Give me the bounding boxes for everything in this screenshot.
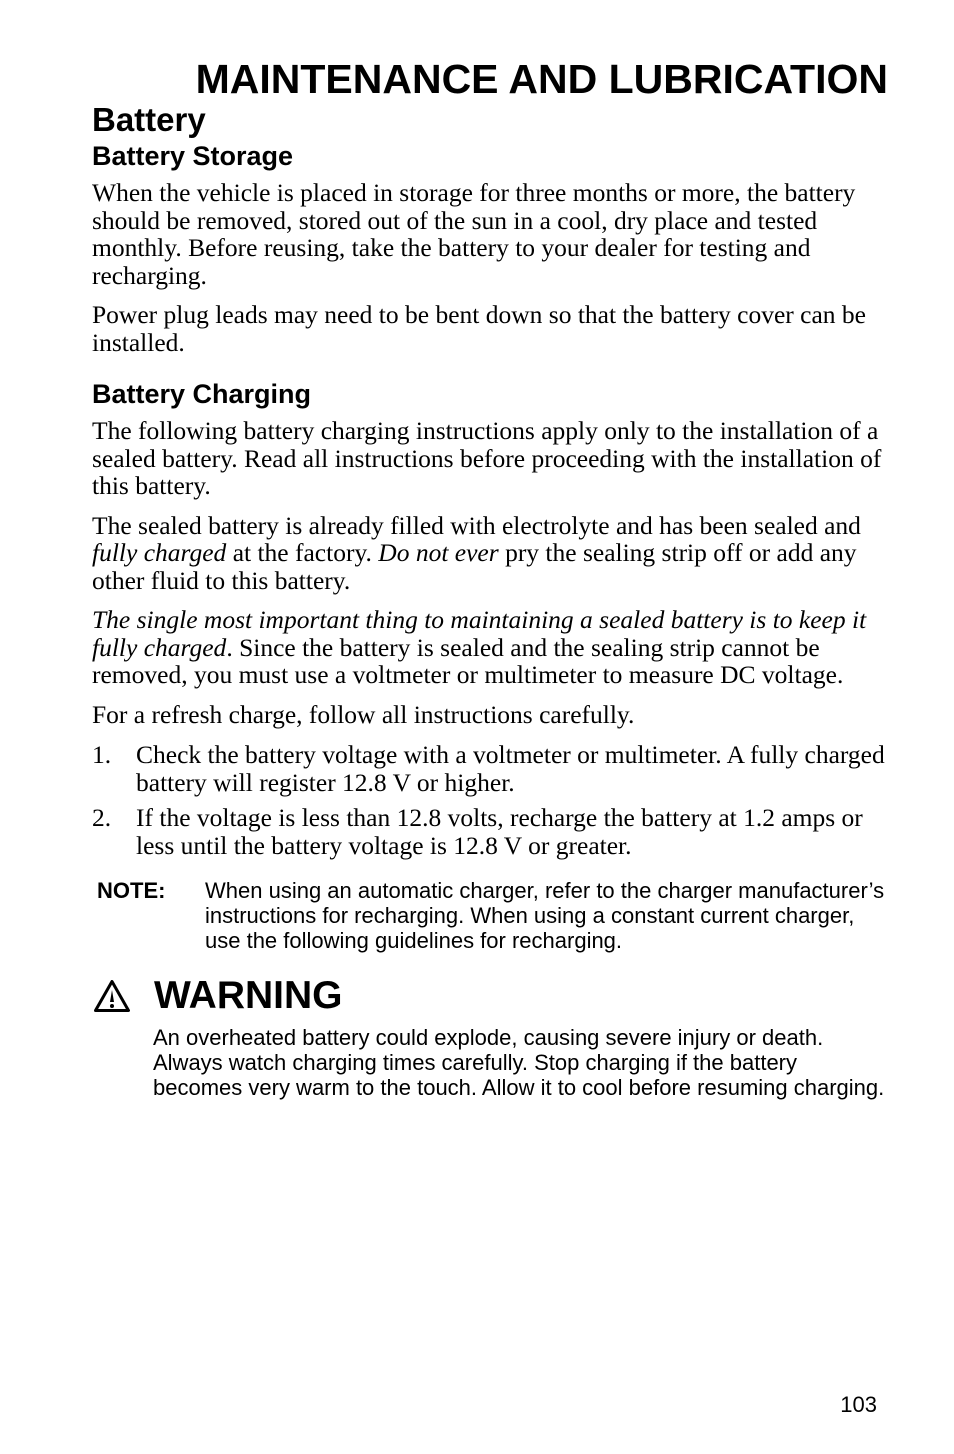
- list-item: [92, 741, 892, 796]
- step-text: If the voltage is less than 12.8 volts, recharge the battery at 1.2 amps or less until the battery voltage is 12.8 V or greater.: [136, 803, 863, 860]
- note-block: [92, 878, 892, 953]
- charging-paragraph-2-emphasis-do-not-ever: Do not ever: [378, 538, 499, 567]
- step-number: 2.: [92, 803, 112, 832]
- step-text: Check the battery voltage with a voltmeter or multimeter. A fully charged battery will register 12.8 V or higher.: [136, 740, 885, 797]
- warning-title: WARNING: [154, 974, 343, 1017]
- charging-paragraph-2-text-c: pry the sealing strip off or add any other fluid to this battery.: [92, 538, 857, 595]
- warning-text: An overheated battery could explode, causing severe injury or death. Always watch charging times carefully. Stop charging if the battery becomes very warm to the touch. Allow it to cool before resuming charging.: [153, 1025, 885, 1100]
- subsection-title-battery-charging: Battery Charging: [92, 379, 312, 409]
- charging-paragraph-2-text-b: at the factory.: [226, 538, 379, 567]
- step-number: 1.: [92, 740, 112, 769]
- warning-block: [92, 973, 892, 1100]
- charging-paragraph-3-emphasis: The single most important thing to maintaining a sealed battery is to keep it fully charged: [92, 605, 867, 662]
- note-label: NOTE:: [97, 878, 166, 903]
- charging-paragraph-2: [92, 512, 892, 595]
- charging-steps-list: [92, 741, 892, 859]
- page-number: 103: [840, 1392, 877, 1417]
- section-title-battery: Battery: [92, 101, 206, 138]
- subsection-title-battery-storage: Battery Storage: [92, 141, 294, 171]
- charging-paragraph-3-text: . Since the battery is sealed and the sealing strip cannot be removed, you must use a voltmeter or multimeter to measure DC voltage.: [92, 632, 844, 689]
- charging-paragraph-2-emphasis-fully-charged: fully charged: [92, 538, 227, 567]
- warning-triangle-icon: [94, 980, 130, 1012]
- storage-paragraph-1: When the vehicle is placed in storage for three months or more, the battery should be removed, stored out of the sun in a cool, dry place and tested monthly. Before reusing, take the battery to your dealer for testing and recharging.: [92, 178, 856, 290]
- charging-paragraph-3: [92, 606, 892, 689]
- list-item: [92, 804, 892, 859]
- charging-paragraph-2-text-a: The sealed battery is already filled with electrolyte and has been sealed and: [92, 510, 861, 540]
- charging-paragraph-4: For a refresh charge, follow all instructions carefully.: [92, 699, 635, 729]
- storage-paragraph-2: Power plug leads may need to be bent down so that the battery cover can be installed.: [92, 300, 866, 357]
- note-text: When using an automatic charger, refer to the charger manufacturer’s instructions for recharging. When using a constant current charger, use the following guidelines for recharging.: [205, 878, 885, 953]
- chapter-title: MAINTENANCE AND LUBRICATION: [195, 56, 888, 102]
- charging-paragraph-1: The following battery charging instructions apply only to the installation of a sealed battery. Read all instructions before proceeding with the installation of this battery.: [92, 416, 882, 500]
- warning-header: [92, 973, 892, 1019]
- page-content: [92, 98, 892, 1100]
